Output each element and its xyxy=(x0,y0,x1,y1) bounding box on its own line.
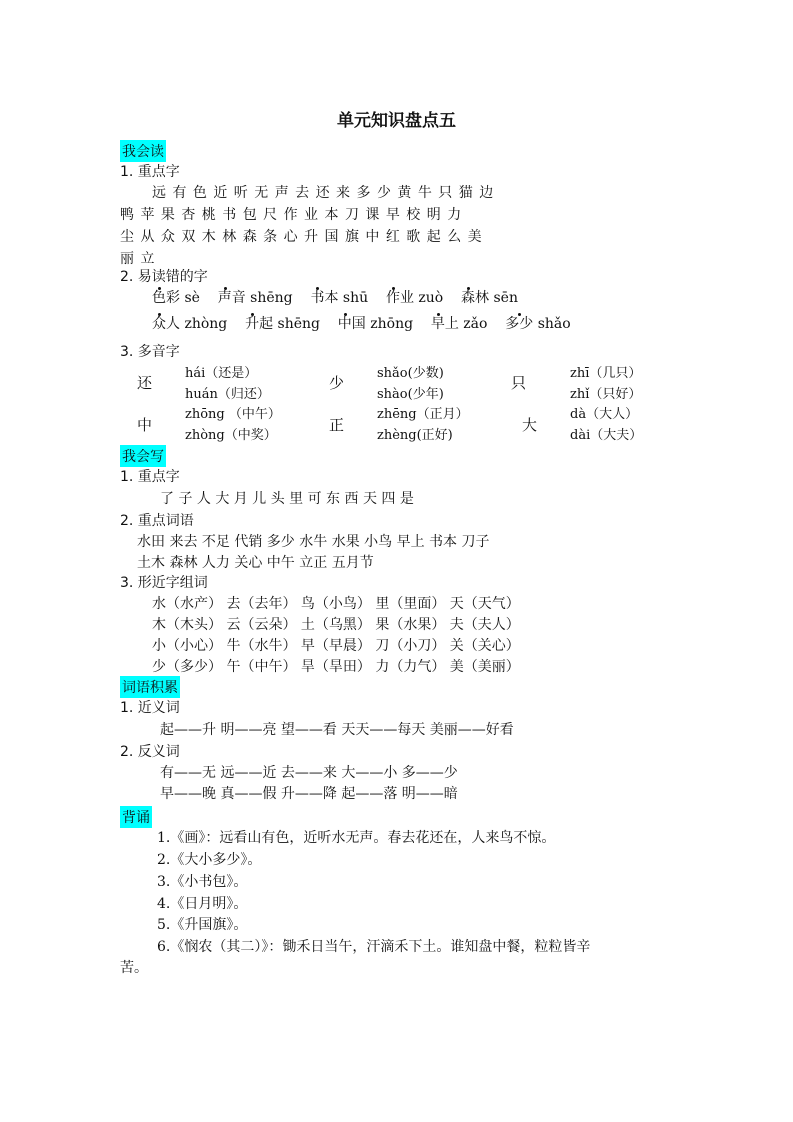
recite-item: 6.《悯农（其二）》：锄禾日当午，汗滴禾下土。谁知盘中餐，粒粒皆辛 xyxy=(157,939,591,955)
poly-reading: shǎo(少数) xyxy=(377,366,444,381)
section-write-badge: 我会写 xyxy=(120,445,166,467)
section-vocab-badge: 词语积累 xyxy=(120,676,180,698)
misread-char: 升 xyxy=(245,316,260,332)
misread-char: 作 xyxy=(385,290,400,306)
recite-item: 3.《小书包》。 xyxy=(157,874,248,890)
similar-row: 水（水产） 去（去年） 鸟（小鸟） 里（里面） 天（天气） xyxy=(152,596,520,612)
antonyms-2: 早——晚 真——假 升——降 起——落 明——暗 xyxy=(160,786,458,802)
misread-row-1 xyxy=(152,287,518,307)
page-title: 单元知识盘点五 xyxy=(337,111,456,131)
misread-rest: 林 sēn xyxy=(475,290,518,306)
section-recite-badge: 背诵 xyxy=(120,806,152,828)
misread-rest: 人 zhòng xyxy=(166,316,228,332)
misread-char: 多少 xyxy=(505,316,534,332)
recite-item-tail: 苦。 xyxy=(120,960,148,976)
poly-char: 中 xyxy=(137,416,153,434)
poly-reading: zhòng（中奖） xyxy=(185,428,277,443)
poly-reading: zhēng（正月） xyxy=(377,407,469,422)
read-heading-2: 2. 易读错的字 xyxy=(120,269,208,285)
section-read-badge: 我会读 xyxy=(120,140,166,162)
misread-char: 众 xyxy=(152,316,166,332)
poly-reading: zhī（几只） xyxy=(570,366,642,381)
write-words-1: 水田 来去 不足 代销 多少 水牛 水果 小鸟 早上 书本 刀子 xyxy=(137,534,490,550)
poly-char: 只 xyxy=(511,374,527,392)
misread-rest: 彩 sè xyxy=(166,290,200,306)
misread-char: 书 xyxy=(310,290,325,306)
write-heading-2: 2. 重点词语 xyxy=(120,513,194,529)
misread-row-2 xyxy=(152,313,571,333)
poly-char: 少 xyxy=(329,374,345,392)
similar-row: 少（多少） 午（中午） 旱（旱田） 力（力气） 美（美丽） xyxy=(152,659,520,675)
misread-rest: shǎo xyxy=(533,316,571,332)
poly-reading: huán（归还） xyxy=(185,387,270,402)
synonyms: 起——升 明——亮 望——看 天天——每天 美丽——好看 xyxy=(160,722,514,738)
write-words-2: 土木 森林 人力 关心 中午 立正 五月节 xyxy=(137,555,374,571)
recite-item: 2.《大小多少》。 xyxy=(157,852,262,868)
misread-char: 森 xyxy=(461,290,476,306)
read-row-2: 鸭 苹 果 杏 桃 书 包 尺 作 业 本 刀 课 早 校 明 力 xyxy=(120,207,463,223)
write-heading-1: 1. 重点字 xyxy=(120,469,180,485)
antonyms-1: 有——无 远——近 去——来 大——小 多——少 xyxy=(160,765,458,781)
misread-rest: 起 shēng xyxy=(259,316,320,332)
poly-reading: hái（还是） xyxy=(185,366,258,381)
similar-row: 小（小心） 牛（水牛） 早（早晨） 刀（小刀） 关（关心） xyxy=(152,638,520,654)
misread-rest: 国 zhōng xyxy=(351,316,414,332)
read-row-3: 尘 从 众 双 木 林 森 条 心 升 国 旗 中 红 歌 起 么 美 xyxy=(120,229,483,245)
misread-char: 中 xyxy=(337,316,352,332)
poly-char: 还 xyxy=(137,374,153,392)
poly-reading: zhōng （中午） xyxy=(185,407,281,422)
poly-char: 正 xyxy=(329,416,345,434)
misread-rest: 上 zǎo xyxy=(444,316,488,332)
write-heading-3: 3. 形近字组词 xyxy=(120,575,208,591)
recite-item: 1.《画》：远看山有色，近听水无声。春去花还在，人来鸟不惊。 xyxy=(157,830,556,846)
similar-row: 木（木头） 云（云朵） 土（乌黑） 果（水果） 夫（夫人） xyxy=(152,617,520,633)
misread-rest: 业 zuò xyxy=(399,290,444,306)
poly-reading: zhèng(正好) xyxy=(377,428,453,443)
poly-reading: shào(少年) xyxy=(377,387,444,402)
read-row-1: 远 有 色 近 听 无 声 去 还 来 多 少 黄 牛 只 猫 边 xyxy=(152,185,495,201)
misread-char: 色 xyxy=(152,290,166,306)
misread-rest: 音 shēng xyxy=(231,290,293,306)
read-row-4: 丽 立 xyxy=(120,251,156,267)
recite-item: 4.《日月明》。 xyxy=(157,896,248,912)
poly-char: 大 xyxy=(522,416,538,434)
poly-reading: dài（大夫） xyxy=(570,428,643,443)
read-heading-1: 1. 重点字 xyxy=(120,164,180,180)
vocab-heading-2: 2. 反义词 xyxy=(120,744,180,760)
write-chars: 了 子 人 大 月 儿 头 里 可 东 西 天 四 是 xyxy=(160,491,414,507)
misread-char: 声 xyxy=(217,290,232,306)
poly-reading: zhǐ（只好） xyxy=(570,387,642,402)
poly-reading: dà（大人） xyxy=(570,407,639,422)
vocab-heading-1: 1. 近义词 xyxy=(120,700,180,716)
recite-item: 5.《升国旗》。 xyxy=(157,917,248,933)
misread-char: 早 xyxy=(430,316,445,332)
read-heading-3: 3. 多音字 xyxy=(120,344,180,360)
misread-rest: 本 shū xyxy=(324,290,369,306)
